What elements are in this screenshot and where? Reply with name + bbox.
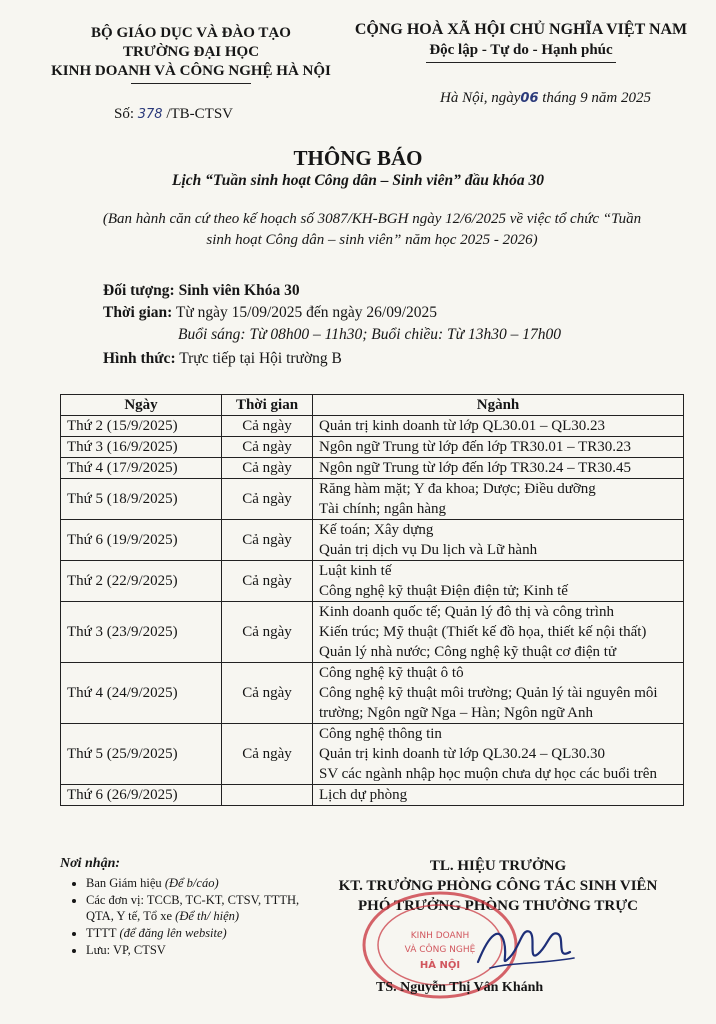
recipient-text: Lưu: VP, CTSV [86,943,166,957]
national-heading [346,20,696,63]
cell-time: Cả ngày [222,663,313,724]
sign-title-1: KT. TRƯỞNG PHÒNG CÔNG TÁC SINH VIÊN [338,878,658,894]
major-line: Công nghệ thông tin [319,726,442,742]
basis-line-2: sinh hoạt Công dân – sinh viên” năm học 2025 - 2026) [206,232,538,248]
document-subtitle: Lịch “Tuần sinh hoạt Công dân – Sinh viên” đầu khóa 30 [172,172,544,189]
cell-day: Thứ 3 (23/9/2025) [61,602,222,663]
info-target [103,282,300,300]
major-line: Kiến trúc; Mỹ thuật (Thiết kế đồ họa, thiết kế nội thất) [319,624,647,640]
recipient-note: (để đăng lên website) [119,926,227,940]
table-row [61,602,684,663]
cell-day: Thứ 5 (18/9/2025) [61,479,222,520]
date-day: 06 [520,91,539,106]
cell-majors [313,785,684,806]
legal-basis [52,209,692,251]
major-line: Tài chính; ngân hàng [319,501,447,517]
recipient-note: (Để b/cáo) [164,876,219,890]
target-label: Đối tượng: [103,282,175,299]
table-row [61,437,684,458]
recipient-item [86,875,310,891]
sign-title-2: PHÓ TRƯỞNG PHÒNG THƯỜNG TRỰC [357,898,638,914]
major-line: Quản trị kinh doanh từ lớp QL30.01 – QL30.23 [319,418,606,434]
table-row [61,520,684,561]
motto-underline [426,62,616,63]
time-value: Từ ngày 15/09/2025 đến ngày 26/09/2025 [175,304,438,321]
table-row [61,416,684,437]
doc-no-suffix: /TB-CTSV [166,106,234,122]
cell-day: Thứ 2 (15/9/2025) [61,416,222,437]
basis-line-1: (Ban hành căn cứ theo kế hoạch số 3087/KH-BGH ngày 12/6/2025 về việc tổ chức “Tuần [102,211,642,227]
target-value: Sinh viên Khóa 30 [178,282,300,299]
cell-time: Cả ngày [222,724,313,785]
svg-text:VÀ CÔNG NGHỆ: VÀ CÔNG NGHỆ [404,945,476,955]
cell-time: Cả ngày [222,458,313,479]
cell-day: Thứ 6 (26/9/2025) [61,785,222,806]
table-row [61,479,684,520]
major-line: Quản lý nhà nước; Công nghệ kỹ thuật cơ điện tử [319,644,617,660]
handwritten-signature [470,912,580,982]
cell-day: Thứ 6 (19/9/2025) [61,520,222,561]
table-row [61,724,684,785]
recipient-item [86,942,310,958]
national-motto: Độc lập - Tự do - Hạnh phúc [429,42,613,58]
recipients-list [60,875,310,958]
cell-day: Thứ 2 (22/9/2025) [61,561,222,602]
major-line: Kinh doanh quốc tế; Quản lý đô thị và công trình [319,604,614,620]
cell-majors [313,724,684,785]
major-line: Răng hàm mặt; Y đa khoa; Dược; Điều dưỡng [319,481,596,497]
cell-day: Thứ 4 (24/9/2025) [61,663,222,724]
cell-day: Thứ 5 (25/9/2025) [61,724,222,785]
svg-text:HÀ NỘI: HÀ NỘI [419,960,461,971]
recipient-note: (Để th/ hiện) [175,909,240,923]
country-name: CỘNG HOÀ XÃ HỘI CHỦ NGHĨA VIỆT NAM [354,21,688,38]
cell-majors [313,416,684,437]
major-line: Quản trị kinh doanh từ lớp QL30.24 – QL30.30 [319,746,606,762]
cell-majors [313,458,684,479]
org-university-2: KINH DOANH VÀ CÔNG NGHỆ HÀ NỘI [51,63,331,79]
cell-time: Cả ngày [222,561,313,602]
cell-time: Cả ngày [222,437,313,458]
major-line: Ngôn ngữ Trung từ lớp đến lớp TR30.24 – TR30.45 [319,460,632,476]
cell-time: Cả ngày [222,602,313,663]
cell-time: Cả ngày [222,520,313,561]
table-row [61,458,684,479]
recipient-text: TTTT [86,926,120,940]
recipients-title: Nơi nhận: [60,856,121,871]
signer-name: TS. Nguyễn Thị Vân Khánh [376,980,544,995]
major-line: Lịch dự phòng [319,787,408,803]
org-ministry: BỘ GIÁO DỤC VÀ ĐÀO TẠO [91,25,291,41]
org-university-1: TRƯỜNG ĐẠI HỌC [122,44,260,60]
date-prefix: Hà Nội, ngày [440,90,521,106]
cell-majors [313,479,684,520]
header-major: Ngành [313,395,684,416]
major-line: trường; Ngôn ngữ Nga – Hàn; Ngôn ngữ Anh [319,705,593,721]
form-value: Trực tiếp tại Hội trường B [179,350,342,367]
recipient-text: Ban Giám hiệu [86,876,165,890]
doc-no-prefix: Số: [114,106,135,122]
recipient-text: Các đơn vị: TCCB, TC-KT, CTSV, TTTH, QTA, Y tế, Tổ xe [86,893,300,923]
org-underline [131,83,251,84]
document-number [114,106,233,123]
form-label: Hình thức: [103,350,176,367]
cell-majors [313,437,684,458]
recipient-item [86,925,310,941]
cell-time: Cả ngày [222,479,313,520]
svg-text:KINH DOANH: KINH DOANH [410,931,470,941]
time-label: Thời gian: [103,304,173,321]
cell-majors [313,663,684,724]
table-row [61,785,684,806]
cell-majors [313,602,684,663]
recipient-item [86,892,310,924]
major-line: Quản trị dịch vụ Du lịch và Lữ hành [319,542,538,558]
document-title: THÔNG BÁO [293,146,423,170]
major-line: Công nghệ kỹ thuật Điện điện tử; Kinh tế [319,583,568,599]
issuing-organization [30,24,352,84]
header-day: Ngày [61,395,222,416]
date-suffix: tháng 9 năm 2025 [542,90,652,106]
cell-majors [313,561,684,602]
major-line: Công nghệ kỹ thuật ô tô [319,665,464,681]
header-time: Thời gian [222,395,313,416]
cell-day: Thứ 3 (16/9/2025) [61,437,222,458]
cell-majors [313,520,684,561]
cell-time: Cả ngày [222,416,313,437]
major-line: Kế toán; Xây dựng [319,522,434,538]
major-line: SV các ngành nhập học muộn chưa dự học các buổi trên [319,766,657,782]
sign-authority: TL. HIỆU TRƯỞNG [429,858,567,874]
cell-time [222,785,313,806]
schedule-table [60,394,684,806]
table-row [61,561,684,602]
issue-date [440,90,651,107]
info-sessions: Buổi sáng: Từ 08h00 – 11h30; Buổi chiều: Từ 13h30 – 17h00 [178,326,562,343]
major-line: Ngôn ngữ Trung từ lớp đến lớp TR30.01 – TR30.23 [319,439,632,455]
info-time [103,304,437,322]
major-line: Công nghệ kỹ thuật môi trường; Quản lý tài nguyên môi [319,685,658,701]
recipients [60,856,310,959]
major-line: Luật kinh tế [319,563,392,579]
info-form [103,350,342,368]
table-row [61,663,684,724]
cell-day: Thứ 4 (17/9/2025) [61,458,222,479]
doc-no-value: 378 [137,107,163,122]
table-header-row [61,395,684,416]
